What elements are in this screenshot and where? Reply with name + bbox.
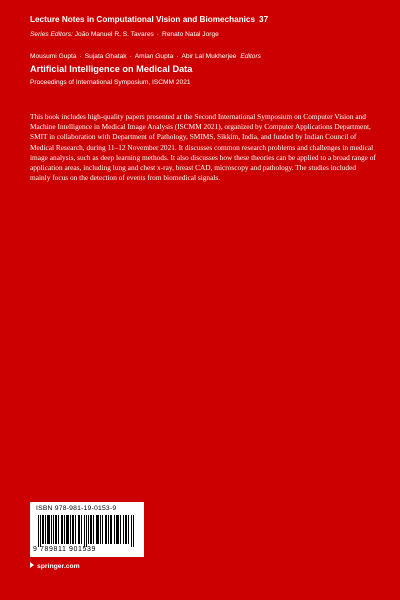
book-editor-name: Mousumi Gupta [30,53,77,60]
publisher-link-text: springer.com [37,563,80,570]
book-editor-name: Sujata Ghatak [84,53,127,60]
barcode-icon [38,515,136,547]
series-volume: 37 [259,15,269,24]
arrow-right-icon [30,562,34,568]
series-editor-name: Renato Natal Jorge [161,31,219,38]
separator: · [156,31,159,38]
separator: · [129,53,132,60]
book-title: Artificial Intelligence on Medical Data [30,64,193,74]
book-description: This book includes high-quality papers presented at the Second International Symposium on Computer Vision and Machine Intelligence in Medical Image Analysis (ISCMM 2021), organized by Computer Applications Department, SMIT in collaboration with Department of Pathology, SMIMS, Sikkim, India, and funded by Indian Council of Medical Research, during 11–12 November 2021. It discusses common research problems and challenges in medical image analysis, such as deep learning methods. It also discusses how these theories can be applied to a broad range of application areas, including lung and chest x-ray, breast CAD, microscopy and pathology. The studies included mainly focus on the detection of events from biomedical signals. [30,112,376,183]
publisher-link[interactable] [30,562,80,570]
book-subtitle: Proceedings of International Symposium, ISCMM 2021 [30,79,191,86]
separator: · [79,53,82,60]
book-editors-label: Editors [240,53,261,60]
series-name: Lecture Notes in Computational Vision and Biomechanics [30,15,256,24]
book-editors [30,53,261,60]
separator: · [176,53,179,60]
isbn-barcode [30,502,144,557]
series-editor-name: João Manuel R. S. Tavares [74,31,154,38]
book-editor-name: Amlan Gupta [134,53,174,60]
isbn-label: ISBN 978-981-19-0153-9 [36,505,117,512]
series-editors-label: Series Editors: [30,31,73,38]
barcode-digits: 9 789811 901539 [33,546,96,553]
book-editor-name: Abir Lal Mukherjee [181,53,237,60]
series-heading [30,15,268,24]
series-editors [30,31,219,38]
